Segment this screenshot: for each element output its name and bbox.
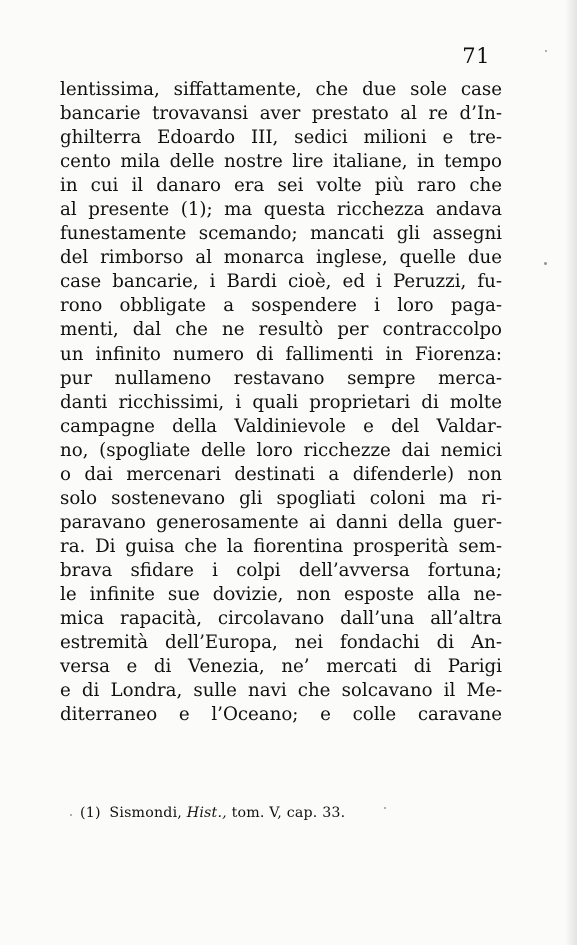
text-line: ra. Di guisa che la fiorentina prosperità sem- <box>60 535 502 557</box>
text-line: menti, dal che ne resultò per contraccolpo <box>60 319 502 341</box>
text-line: brava sfidare i colpi dell’avversa fortuna; <box>60 559 502 581</box>
text-line: del rimborso al monarca inglese, quelle due <box>60 247 502 269</box>
text-line: campagne della Valdinievole e del Valdar- <box>60 415 502 437</box>
text-line: e di Londra, sulle navi che solcavano il Me- <box>60 680 502 702</box>
text-line: bancarie trovavansi aver prestato al re d’In- <box>60 103 502 125</box>
text-line: case bancarie, i Bardi cioè, ed i Peruzzi, fu- <box>60 271 502 293</box>
text-line: un infinito numero di fallimenti in Fiorenza: <box>60 343 502 365</box>
footnote-author: Sismondi, <box>109 805 183 821</box>
text-line: al presente (1); ma questa ricchezza andava <box>60 199 502 221</box>
paper-speck <box>70 814 72 816</box>
page-edge-shadow <box>565 0 577 945</box>
text-line: danti ricchissimi, i quali proprietari di molte <box>60 391 502 413</box>
page-number: 71 <box>462 44 490 68</box>
text-line: paravano generosamente ai danni della guer- <box>60 511 502 533</box>
paper-speck <box>384 807 386 809</box>
text-line: pur nullameno restavano sempre merca- <box>60 367 502 389</box>
text-line: versa e di Venezia, ne’ mercati di Parigi <box>60 656 502 678</box>
paper-speck <box>545 50 547 52</box>
body-text <box>60 78 502 727</box>
footnote-reference: tom. V, cap. 33. <box>231 805 346 821</box>
text-line: mica rapacità, circolavano dall’una all’altra <box>60 608 502 630</box>
text-line: le infinite sue dovizie, non esposte alla ne- <box>60 583 502 605</box>
text-line: rono obbligate a sospendere i loro paga- <box>60 295 502 317</box>
text-line: solo sostenevano gli spogliati coloni ma ri- <box>60 487 502 509</box>
footnote-title: Hist., <box>186 805 227 821</box>
text-line: ghilterra Edoardo III, sedici milioni e tre- <box>60 127 502 149</box>
text-line: funestamente scemando; mancati gli assegni <box>60 223 502 245</box>
text-line: estremità dell’Europa, nei fondachi di An- <box>60 632 502 654</box>
text-line: diterraneo e l’Oceano; e colle caravane <box>60 704 502 726</box>
text-line: cento mila delle nostre lire italiane, in tempo <box>60 151 502 173</box>
text-line: no, (spogliate delle loro ricchezze dai nemici <box>60 439 502 461</box>
paper-speck <box>544 262 547 265</box>
footnote <box>80 804 480 822</box>
text-line: in cui il danaro era sei volte più raro che <box>60 175 502 197</box>
footnote-mark: (1) <box>80 805 101 821</box>
text-line: o dai mercenari destinati a difenderle) non <box>60 463 502 485</box>
text-line: lentissima, siffattamente, che due sole case <box>60 79 502 100</box>
